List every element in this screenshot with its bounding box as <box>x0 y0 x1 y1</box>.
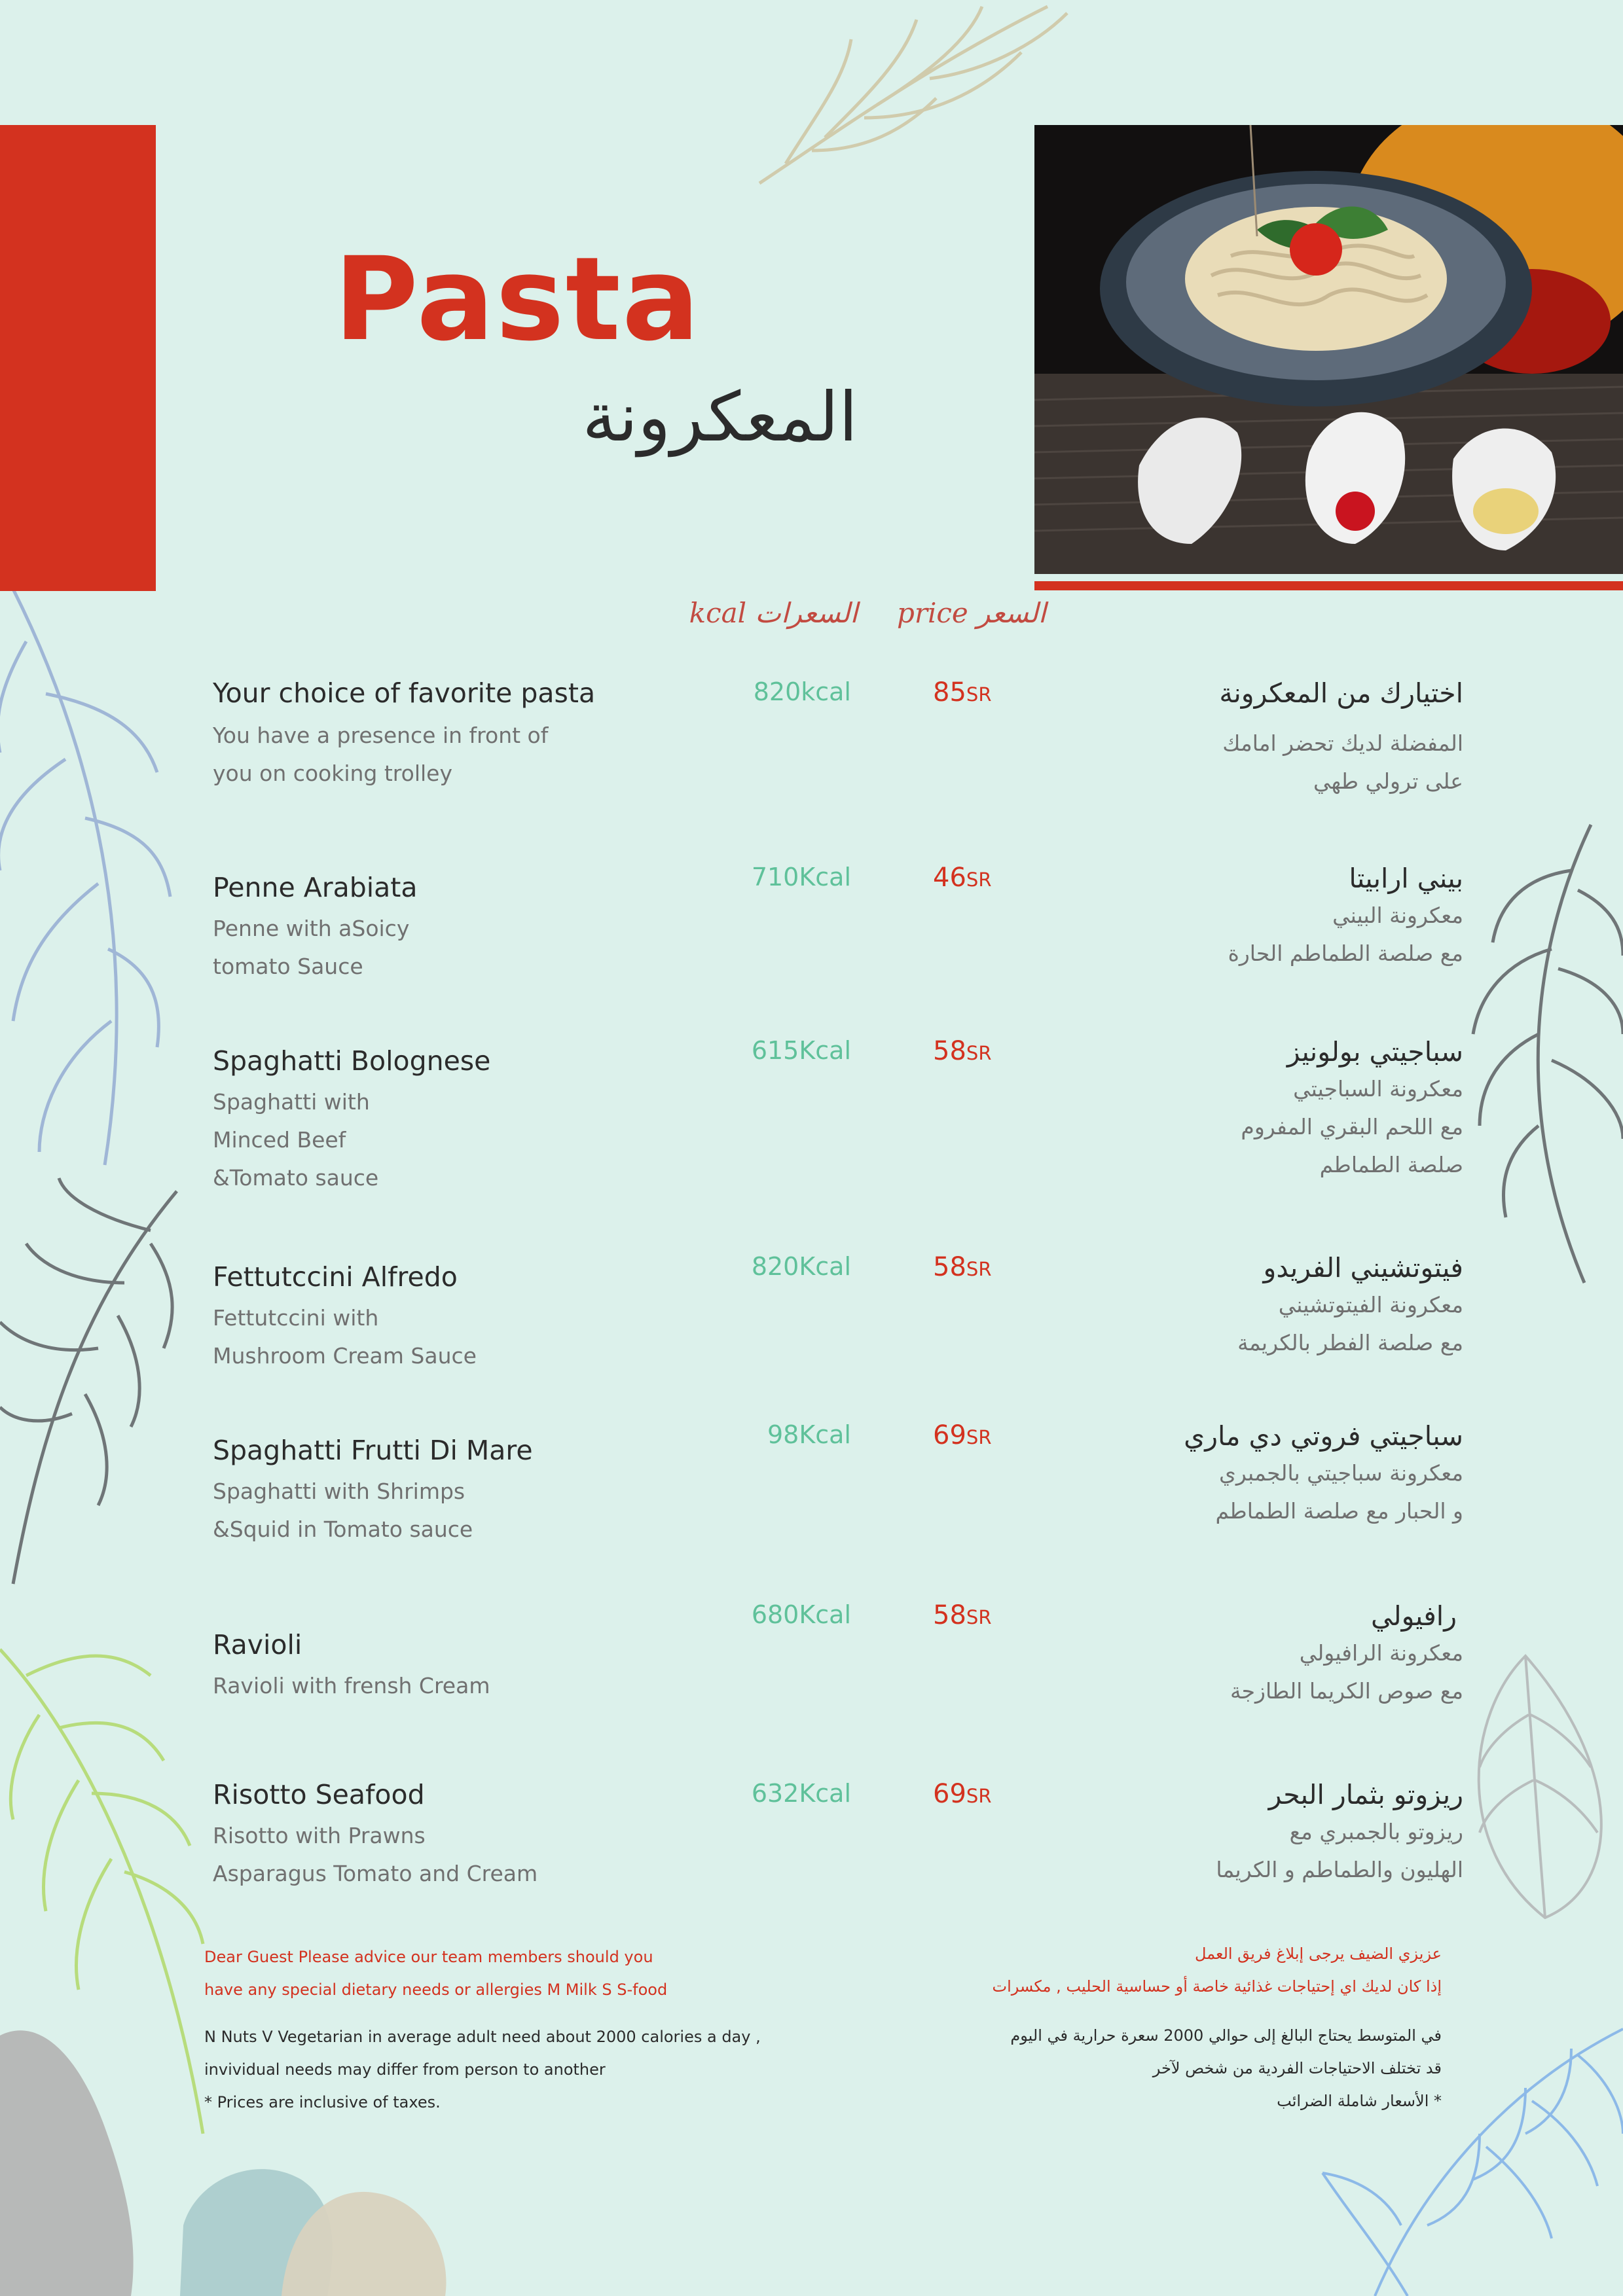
price-value: 58 <box>933 1252 966 1282</box>
item-description-en: Spaghatti with Shrimps &Squid in Tomato sauce <box>213 1479 473 1542</box>
item-name-ar: سباجيتي فروتي دي ماري <box>1184 1420 1463 1452</box>
price-value: 85 <box>933 677 966 708</box>
price-currency: SR <box>966 1426 992 1448</box>
price-currency: SR <box>966 1606 992 1628</box>
pasta-photo <box>1034 125 1623 574</box>
top-leaf-icon <box>759 7 1067 183</box>
item-description-ar: معكرونة الرافيولي مع صوص الكريما الطازجة <box>1230 1640 1463 1704</box>
price-currency: SR <box>966 869 992 891</box>
item-name-ar: بيني ارابيتا <box>1349 863 1463 894</box>
item-name-en: Your choice of favorite pasta <box>213 677 596 709</box>
calorie-note-en: N Nuts V Vegetarian in average adult need about 2000 calories a day , invividual needs may differ from person to another * Prices are inclusive of taxes. <box>204 2028 761 2111</box>
item-name-ar: رافيولي <box>1370 1600 1457 1632</box>
item-description-en: You have a presence in front of you on cooking trolley <box>213 723 549 786</box>
item-description-en: Risotto with Prawns Asparagus Tomato and Cream <box>213 1823 538 1886</box>
item-calories: 820Kcal <box>751 1252 851 1281</box>
item-description-ar: معكرونة السباجيتي مع اللحم البقري المفروم صلصة الطماطم <box>1241 1076 1463 1177</box>
left-blue-frond-icon <box>0 589 170 1165</box>
price-currency: SR <box>966 1785 992 1807</box>
left-grey-frond-icon <box>0 1178 177 1584</box>
grey-blob-shape <box>0 2030 134 2296</box>
item-name-en: Risotto Seafood <box>213 1779 425 1810</box>
item-name-en: Spaghatti Bolognese <box>213 1045 491 1077</box>
calorie-note-ar: في المتوسط يحتاج البالغ إلى حوالي 2000 سعرة حرارية في اليوم قد تختلف الاحتياجات الفردية من شخص لآخر * الأسعار شاملة الضرائب <box>1010 2026 1442 2110</box>
item-name-ar: فيتوتشيني الفريدو <box>1263 1252 1463 1283</box>
item-name-ar: ريزوتو بثمار البحر <box>1268 1779 1463 1810</box>
item-calories: 710Kcal <box>751 863 851 891</box>
item-name-en: Ravioli <box>213 1629 302 1660</box>
item-name-ar: سباجيتي بولونيز <box>1286 1036 1463 1067</box>
item-description-en: Spaghatti with Minced Beef &Tomato sauce <box>213 1089 379 1191</box>
item-description-ar: معكرونة الفيتوتشيني مع صلصة الفطر بالكريمة <box>1237 1292 1463 1355</box>
price-value: 58 <box>933 1036 966 1066</box>
allergy-note-en: Dear Guest Please advice our team members should you have any special dietary needs or allergies M Milk S S-food <box>204 1948 668 1999</box>
item-name-ar: اختيارك من المعكرونة <box>1219 677 1463 709</box>
price-value: 69 <box>933 1779 966 1809</box>
price-column-header: price السعر <box>897 597 1046 629</box>
item-calories: 632Kcal <box>751 1779 851 1808</box>
item-calories: 680Kcal <box>751 1600 851 1629</box>
item-name-en: Fettutccini Alfredo <box>213 1261 458 1293</box>
item-description-en: Fettutccini with Mushroom Cream Sauce <box>213 1305 477 1369</box>
item-description-en: Ravioli with frensh Cream <box>213 1673 490 1698</box>
item-description-en: Penne with aSoicy tomato Sauce <box>213 916 410 979</box>
item-description-ar: ريزوتو بالجمبري مع الهليون والطماطم و الكريما <box>1216 1819 1463 1882</box>
right-grey-frond-icon <box>1473 825 1623 1283</box>
pasta-dish-illustration <box>1034 125 1623 574</box>
price-value: 69 <box>933 1420 966 1450</box>
item-name-en: Penne Arabiata <box>213 872 418 903</box>
page-title: Pasta <box>334 232 701 367</box>
item-description-ar: معكرونة البيني مع صلصة الطماطم الحارة <box>1228 903 1463 966</box>
item-description-ar: المفضلة لديك تحضر امامك على ترولي طهي <box>1222 730 1463 794</box>
item-calories: 820kcal <box>753 677 851 706</box>
item-calories: 615Kcal <box>751 1036 851 1065</box>
price-value: 46 <box>933 863 966 893</box>
right-outline-leaf-icon <box>1479 1656 1601 1918</box>
price-currency: SR <box>966 683 992 706</box>
item-calories: 98Kcal <box>767 1420 851 1449</box>
kcal-column-header: kcal السعرات <box>689 597 858 629</box>
item-description-ar: معكرونة سباجيتي بالجمبري و الحبار مع صلصة الطماطم <box>1215 1460 1463 1524</box>
price-currency: SR <box>966 1258 992 1280</box>
price-currency: SR <box>966 1042 992 1064</box>
item-name-en: Spaghatti Frutti Di Mare <box>213 1435 533 1466</box>
allergy-note-ar: عزيزي الضيف يرجى إبلاغ فريق العمل إذا كان لديك اي إحتياجات غذائية خاصة أو حساسية الحليب , مكسرات <box>992 1945 1442 1996</box>
red-accent-block <box>0 125 156 591</box>
photo-underline <box>1034 581 1623 590</box>
price-value: 58 <box>933 1600 966 1630</box>
page-title-arabic: المعكرونة <box>582 377 858 457</box>
